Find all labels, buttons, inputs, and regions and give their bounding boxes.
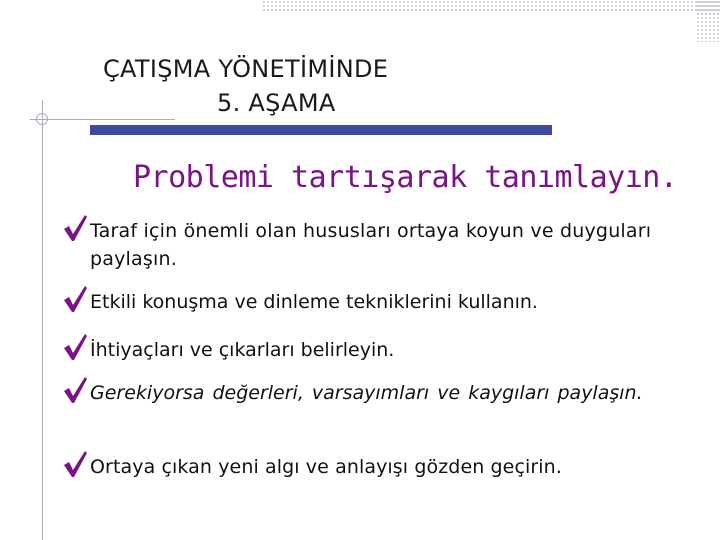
bullet-text: Ortaya çıkan yeni algı ve anlayışı gözden geçirin. bbox=[90, 456, 562, 478]
bullet-text: Gerekiyorsa değerleri, varsayımları ve kaygıları paylaşın. bbox=[90, 382, 643, 404]
decorative-horizontal-line bbox=[30, 119, 175, 120]
bullet-item bbox=[62, 453, 702, 481]
checkmark-icon bbox=[62, 375, 88, 405]
bullet-text: İhtiyaçları ve çıkarları belirleyin. bbox=[90, 339, 395, 361]
checkmark-icon bbox=[62, 449, 88, 479]
bullet-text: Taraf için önemli olan hususları ortaya koyun ve duyguları paylaşın. bbox=[90, 220, 652, 270]
bullet-text: Etkili konuşma ve dinleme tekniklerini kullanın. bbox=[90, 291, 538, 313]
checkmark-icon bbox=[62, 332, 88, 362]
bullet-item bbox=[62, 217, 702, 273]
slide-title-line-2: 5. AŞAMA bbox=[217, 89, 336, 117]
slide-title-line-1: ÇATIŞMA YÖNETİMİNDE bbox=[103, 55, 389, 83]
slide-subtitle: Problemi tartışarak tanımlayın. bbox=[133, 160, 678, 195]
bullet-item bbox=[62, 336, 702, 364]
title-underline-bar bbox=[90, 125, 552, 135]
decorative-dot-pattern bbox=[262, 0, 720, 12]
bullet-item bbox=[62, 288, 702, 316]
checkmark-icon bbox=[62, 284, 88, 314]
decorative-vertical-line bbox=[42, 100, 43, 540]
checkmark-icon bbox=[62, 213, 88, 243]
bullet-item bbox=[62, 379, 702, 407]
decorative-dot-pattern-corner bbox=[696, 0, 720, 42]
decorative-circle-icon bbox=[36, 113, 48, 125]
